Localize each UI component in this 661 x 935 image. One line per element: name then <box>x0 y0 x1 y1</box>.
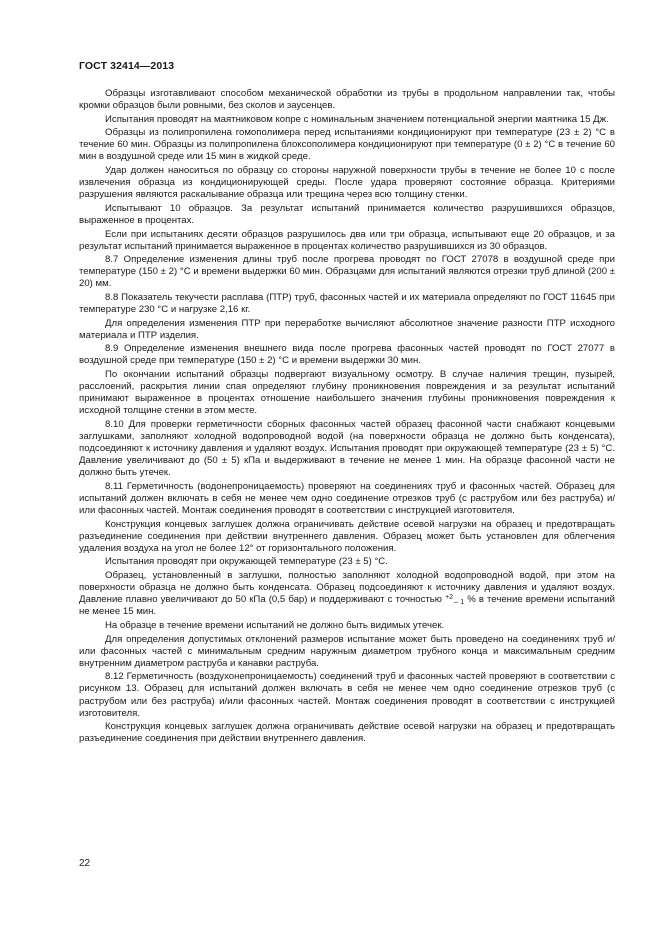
clause-8-9: 8.9 Определение изменения внешнего вида после прогрева фасонных частей проводят по ГОСТ 27077 в воздушной среде при температуре (150 ± 2) °C и времени выдержки 30 мин. <box>79 343 615 367</box>
body-paragraph: Образцы изготавливают способом механической обработки из трубы в продольном направлении так, чтобы кромки образцов были ровными, без сколов и заусенцев. <box>79 88 615 112</box>
tolerance-paragraph <box>79 570 615 618</box>
clause-8-8: 8.8 Показатель текучести расплава (ПТР) труб, фасонных частей и их материала определяют по ГОСТ 11645 при температуре 230 °C и нагрузке 2,16 кг. <box>79 292 615 316</box>
body-paragraph: Образцы из полипропилена гомополимера перед испытаниями кондиционируют при температуре (23 ± 2) °C в течение 60 мин. Образцы из полипропилена блоксополимера кондиционируют при температуре (0 ± 2) °C в течение 60 мин в воздушной среде или 15 мин в жидкой среде. <box>79 127 615 163</box>
body-paragraph: Для определения изменения ПТР при переработке вычисляют абсолютное значение разности ПТР исходного материала и ПТР изделия. <box>79 317 615 341</box>
clause-8-11: 8.11 Герметичность (водонепроницаемость) проверяют на соединениях труб и фасонных частей. Образец для испытаний должен включать в себя не менее чем одно соединение отрезков труб (с раструбом или без раструба) и/или фасонных частей. Монтаж соединения проводят в соответствии с инструкцией изготовителя. <box>79 480 615 517</box>
body-paragraph: На образце в течение времени испытаний не должно быть видимых утечек. <box>105 619 445 631</box>
body-paragraph: Испытывают 10 образцов. За результат испытаний принимается количество разрушившихся образцов, выраженное в процентах. <box>79 202 615 226</box>
pressure-tolerance <box>445 594 464 605</box>
body-paragraph: Конструкция концевых заглушек должна ограничивать действие осевой нагрузки на образец и предотвращать разъединение соединения при действии внутреннего давления. Образец может быть установлен для облегчения удаления воздуха на угол не более 12° от горизонтального положения. <box>79 518 615 554</box>
body-paragraph: Для определения допустимых отклонений размеров испытание может быть проведено на соединениях труб и/или фасонных частей с минимальным средним наружным диаметром трубного конца и максимальным средним внутренним диаметром раструба и канавки раструба. <box>79 633 615 669</box>
tolerance-lower: – 1 <box>454 599 465 607</box>
body-paragraph: Если при испытаниях десяти образцов разрушилось два или три образца, испытывают еще 20 образцов, и за результат испытаний принимается выраженное в процентах количество разрушившихся из 30 образцов. <box>79 228 615 252</box>
clause-8-12: 8.12 Герметичность (воздухонепроницаемость) соединений труб и фасонных частей проверяют в соответствии с рисунком 13. Образец для испытаний должен включать в себя не менее чем одно соединение отрезков труб (с раструбом или без раструба) и/или фасонных частей. Монтаж соединения проводят в соответствии с инструкцией изготовителя. <box>79 671 615 719</box>
clause-8-10: 8.10 Для проверки герметичности сборных фасонных частей образец фасонной части снабжают концевыми заглушками, заполняют холодной водопроводной водой (на поверхности образца не должно быть конденсата), подсоединяют к источнику давления и удаляют воздух. Испытания проводят при окружающей температуре (23 ± 5) °C. Давление увеличивают до (50 ± 5) кПа и выдерживают в течение не менее 1 мин. На образце фасонной части не должно быть утечек. <box>79 418 615 479</box>
body-paragraph: Испытания проводят при окружающей температуре (23 ± 5) °C. <box>105 556 388 568</box>
document-body <box>79 88 615 747</box>
clause-8-7: 8.7 Определение изменения длины труб после прогрева проводят по ГОСТ 27078 в воздушной среде при температуре (150 ± 2) °C и времени выдержки 60 мин. Образцами для испытаний являются отрезки труб длиной (200 ± 20) мм. <box>79 254 615 290</box>
body-paragraph: Конструкция концевых заглушек должна ограничивать действие осевой нагрузки на образец и предотвращать разъединение соединения при действии внутреннего давления. <box>79 721 615 745</box>
tolerance-paragraph-text: Образец, установленный в заглушки, полностью заполняют холодной водопроводной водой, при этом на поверхности образца не должно быть конденсата. Образец подсоединяют к источнику давления и удаляют воздух. Давление плавно увеличивают до 50 кПа (0,5 бар) и поддерживают с точностью <box>79 570 615 606</box>
document-header: ГОСТ 32414—2013 <box>79 60 175 72</box>
body-paragraph: По окончании испытаний образцы подвергают визуальному осмотру. В случае наличия трещин, пузырей, расслоений, раскрытия линии спая определяют глубину проникновения повреждения и за результат испытаний принимают выраженное в процентах отношение наибольшего значения глубины проникновения повреждения к исходной толщине стенки в этом месте. <box>79 369 615 417</box>
page-number: 22 <box>79 858 91 869</box>
tolerance-paragraph-tail: % в течение времени испытаний не менее 15 мин. <box>79 594 616 618</box>
body-paragraph: Испытания проводят на маятниковом копре с номинальным значением потенциальной энергии маятника 15 Дж. <box>105 113 609 125</box>
body-paragraph: Удар должен наноситься по образцу со стороны наружной поверхности трубы в течение не более 10 с после извлечения образца из кондиционирующей среды. После удара проверяют состояние образца. Критериями разрушения являются раскалывание образца или трещина через всю толщину стенки. <box>79 165 615 201</box>
tolerance-upper: +2 <box>445 594 454 602</box>
